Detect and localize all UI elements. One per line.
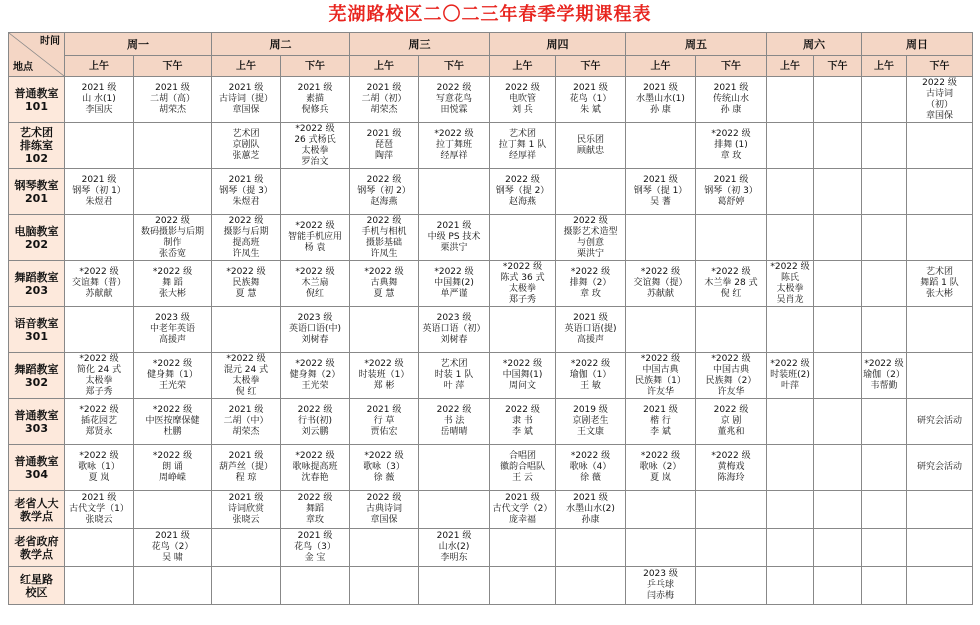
course-cell: 2021 级 二胡（中） 胡荣杰: [212, 399, 281, 445]
course-cell: *2022 级 瑜伽（2） 韦帮勤: [862, 353, 907, 399]
course-cell: 2021 级 传统山水 孙 康: [696, 77, 767, 123]
course-cell: [626, 529, 696, 567]
course-cell: [814, 399, 862, 445]
course-cell: [862, 77, 907, 123]
course-cell: *2022 级 交谊舞（提） 苏献献: [626, 261, 696, 307]
course-cell: *2022 级 古典舞 夏 慧: [350, 261, 419, 307]
course-cell: [419, 567, 490, 605]
course-cell: [767, 529, 814, 567]
course-cell: [862, 123, 907, 169]
course-cell: 2022 级 数码摄影与后期 制作 张岙宽: [134, 215, 212, 261]
location-cell: 舞蹈教室 302: [9, 353, 65, 399]
course-cell: [212, 307, 281, 353]
course-cell: [814, 491, 862, 529]
course-cell: [556, 529, 626, 567]
course-cell: 2022 级 写意花鸟 田悦霖: [419, 77, 490, 123]
course-cell: [350, 307, 419, 353]
course-cell: [65, 215, 134, 261]
course-cell: [767, 445, 814, 491]
course-cell: [626, 215, 696, 261]
course-cell: [419, 169, 490, 215]
course-cell: [281, 169, 350, 215]
page-title: 芜湖路校区二〇二三年春季学期课程表: [328, 4, 652, 25]
course-cell: [862, 445, 907, 491]
course-cell: [814, 169, 862, 215]
location-cell: 电脑教室 202: [9, 215, 65, 261]
course-cell: *2022 级 木兰扇 倪红: [281, 261, 350, 307]
course-cell: [767, 399, 814, 445]
course-cell: 2022 级 手机与相机 摄影基础 许凤生: [350, 215, 419, 261]
course-cell: 2022 级 摄影艺术造型 与创意 栗洪宁: [556, 215, 626, 261]
course-cell: [862, 399, 907, 445]
schedule-row: [9, 567, 973, 605]
schedule-row: [9, 215, 973, 261]
course-cell: 2022 级 舞蹈 章玫: [281, 491, 350, 529]
course-cell: 2022 级 隶 书 李 斌: [490, 399, 556, 445]
location-cell: 钢琴教室 201: [9, 169, 65, 215]
course-cell: 2023 级 乒乓球 闫赤梅: [626, 567, 696, 605]
course-cell: [862, 169, 907, 215]
course-cell: [814, 307, 862, 353]
course-cell: *2022 级 时装班（1） 郑 彬: [350, 353, 419, 399]
half-header: 上午: [212, 56, 281, 77]
location-cell: 普通教室 304: [9, 445, 65, 491]
half-header: 下午: [814, 56, 862, 77]
course-cell: [696, 567, 767, 605]
course-cell: [907, 529, 973, 567]
course-cell: 2021 级 水墨山水(2) 孙康: [556, 491, 626, 529]
course-cell: *2022 级 朗 诵 周峥嵘: [134, 445, 212, 491]
course-cell: 研究会活动: [907, 399, 973, 445]
corner-place-label: 地点: [13, 62, 33, 73]
day-header-row: [9, 33, 973, 56]
course-cell: 2021 级 山 水(1) 李国庆: [65, 77, 134, 123]
course-cell: [907, 307, 973, 353]
course-cell: [134, 567, 212, 605]
half-day-header-row: [9, 56, 973, 77]
half-header: 上午: [65, 56, 134, 77]
course-cell: 2021 级 钢琴（初 3） 葛舒婷: [696, 169, 767, 215]
schedule-table: [8, 32, 973, 605]
course-cell: [134, 123, 212, 169]
course-cell: [556, 567, 626, 605]
half-header: 下午: [556, 56, 626, 77]
course-cell: [814, 353, 862, 399]
course-cell: *2022 级 歌咏（3） 徐 薇: [350, 445, 419, 491]
course-cell: 2021 级 钢琴（初 1） 朱煜君: [65, 169, 134, 215]
course-cell: 2022 级 京 剧 董兆和: [696, 399, 767, 445]
half-header: 下午: [281, 56, 350, 77]
half-header: 上午: [626, 56, 696, 77]
location-cell: 语音教室 301: [9, 307, 65, 353]
course-cell: *2022 级 歌咏（1） 夏 岚: [65, 445, 134, 491]
course-cell: [490, 529, 556, 567]
course-cell: 2022 级 书 法 岳晴晴: [419, 399, 490, 445]
day-header: 周日: [862, 33, 973, 56]
course-cell: 艺术团 舞蹈 1 队 张大彬: [907, 261, 973, 307]
course-cell: [350, 529, 419, 567]
course-cell: *2022 级 黄梅戏 陈海玲: [696, 445, 767, 491]
course-cell: 2021 级 花鸟（1） 朱 斌: [556, 77, 626, 123]
course-cell: [626, 307, 696, 353]
course-cell: *2022 级 民族舞 夏 慧: [212, 261, 281, 307]
course-cell: [862, 307, 907, 353]
half-header: 下午: [696, 56, 767, 77]
course-cell: [814, 445, 862, 491]
course-cell: 2019 级 京剧老生 王文康: [556, 399, 626, 445]
course-cell: *2022 级 插花园艺 郑贤永: [65, 399, 134, 445]
course-cell: *2022 级 混元 24 式 太极拳 倪 红: [212, 353, 281, 399]
course-cell: [907, 353, 973, 399]
course-cell: [767, 491, 814, 529]
course-cell: 2021 级 楷 行 李 斌: [626, 399, 696, 445]
course-cell: [696, 307, 767, 353]
course-cell: 2021 级 钢琴（提 3） 朱煜君: [212, 169, 281, 215]
course-cell: 2021 级 诗词欣赏 张晓云: [212, 491, 281, 529]
course-cell: *2022 级 简化 24 式 太极拳 郑子秀: [65, 353, 134, 399]
course-cell: *2022 级 中国古典 民族舞（1） 许友华: [626, 353, 696, 399]
course-cell: *2022 级 中国舞(2) 单严谨: [419, 261, 490, 307]
schedule-row: [9, 529, 973, 567]
course-cell: [814, 567, 862, 605]
course-cell: 艺术团 京剧队 张蕙芝: [212, 123, 281, 169]
course-cell: *2022 级 中医按摩保健 杜鹏: [134, 399, 212, 445]
course-cell: *2022 级 歌咏（4） 徐 薇: [556, 445, 626, 491]
course-cell: [419, 445, 490, 491]
course-cell: *2022 级 歌咏（2） 夏 岚: [626, 445, 696, 491]
half-header: 上午: [767, 56, 814, 77]
course-cell: [767, 77, 814, 123]
location-cell: 红星路 校区: [9, 567, 65, 605]
course-cell: 2023 级 英语口语（初） 刘树春: [419, 307, 490, 353]
course-cell: 2021 级 琵琶 陶萍: [350, 123, 419, 169]
course-cell: [767, 307, 814, 353]
day-header: 周三: [350, 33, 490, 56]
course-cell: [350, 567, 419, 605]
course-cell: [907, 123, 973, 169]
course-cell: [626, 123, 696, 169]
location-cell: 普通教室 303: [9, 399, 65, 445]
course-cell: [626, 491, 696, 529]
course-cell: 2021 级 二胡（初） 胡荣杰: [350, 77, 419, 123]
course-cell: 合唱团 徽韵合唱队 王 云: [490, 445, 556, 491]
course-cell: 2023 级 中老年英语 高援声: [134, 307, 212, 353]
day-header: 周一: [65, 33, 212, 56]
day-header: 周四: [490, 33, 626, 56]
course-cell: [862, 215, 907, 261]
schedule-row: [9, 399, 973, 445]
half-header: 上午: [862, 56, 907, 77]
course-cell: *2022 级 陈式 36 式 太极拳 郑子秀: [490, 261, 556, 307]
course-cell: [814, 215, 862, 261]
course-cell: 2021 级 花鸟（3） 金 宝: [281, 529, 350, 567]
course-cell: *2022 级 交谊舞（普） 苏献献: [65, 261, 134, 307]
course-cell: 2021 级 素描 倪修兵: [281, 77, 350, 123]
course-cell: 艺术团 时装 1 队 叶 萍: [419, 353, 490, 399]
course-cell: *2022 级 健身舞（2） 王光荣: [281, 353, 350, 399]
course-cell: [419, 491, 490, 529]
half-header: 下午: [419, 56, 490, 77]
course-cell: 2021 级 水墨山水(1) 孙 康: [626, 77, 696, 123]
course-cell: 2022 级 古诗词 （初） 章国保: [907, 77, 973, 123]
course-cell: 2022 级 电吹管 刘 兵: [490, 77, 556, 123]
course-cell: [490, 215, 556, 261]
course-cell: [907, 491, 973, 529]
course-cell: 2023 级 英语口语(中) 刘树春: [281, 307, 350, 353]
course-cell: *2022 级 健身舞（1） 王光荣: [134, 353, 212, 399]
schedule-row: [9, 77, 973, 123]
course-cell: *2022 级 26 式杨氏 太极拳 罗治文: [281, 123, 350, 169]
course-cell: [907, 215, 973, 261]
day-header: 周二: [212, 33, 350, 56]
course-cell: *2022 级 拉丁舞班 经厚祥: [419, 123, 490, 169]
course-cell: [862, 567, 907, 605]
schedule-row: [9, 123, 973, 169]
course-cell: [862, 261, 907, 307]
course-cell: 2021 级 古代文学（2） 庞幸福: [490, 491, 556, 529]
half-header: 上午: [490, 56, 556, 77]
course-cell: 2021 级 二胡（高） 胡荣杰: [134, 77, 212, 123]
course-cell: *2022 级 歌咏提高班 沈春艳: [281, 445, 350, 491]
course-cell: [814, 529, 862, 567]
course-cell: *2022 级 中国舞(1) 周问文: [490, 353, 556, 399]
course-cell: [767, 215, 814, 261]
corner-header: [9, 33, 65, 77]
location-cell: 普通教室 101: [9, 77, 65, 123]
course-cell: *2022 级 瑜伽（1） 王 敏: [556, 353, 626, 399]
course-cell: 2021 级 英语口语(提) 高援声: [556, 307, 626, 353]
location-cell: 艺术团 排练室 102: [9, 123, 65, 169]
schedule-body: [9, 77, 973, 605]
course-cell: [696, 491, 767, 529]
course-cell: 2021 级 中级 PS 技术 栗洪宁: [419, 215, 490, 261]
course-cell: *2022 级 排舞 (1) 章 玫: [696, 123, 767, 169]
course-cell: [767, 169, 814, 215]
course-cell: 2021 级 行 草 贾佑宏: [350, 399, 419, 445]
course-cell: [65, 123, 134, 169]
course-cell: 研究会活动: [907, 445, 973, 491]
course-cell: [212, 529, 281, 567]
course-cell: 艺术团 拉丁舞 1 队 经厚祥: [490, 123, 556, 169]
location-cell: 老省政府 教学点: [9, 529, 65, 567]
schedule-row: [9, 445, 973, 491]
course-cell: *2022 级 排舞（2） 章 玫: [556, 261, 626, 307]
course-cell: 2022 级 行书(初) 刘云鹏: [281, 399, 350, 445]
schedule-row: [9, 307, 973, 353]
location-cell: 舞蹈教室 203: [9, 261, 65, 307]
course-cell: 2021 级 葫芦丝（提） 程 琼: [212, 445, 281, 491]
course-cell: 民乐团 顾献忠: [556, 123, 626, 169]
course-cell: [767, 567, 814, 605]
course-cell: *2022 级 舞 蹈 张大彬: [134, 261, 212, 307]
schedule-row: [9, 353, 973, 399]
course-cell: [65, 567, 134, 605]
course-cell: 2021 级 古诗词（提） 章国保: [212, 77, 281, 123]
course-cell: [490, 307, 556, 353]
course-cell: [65, 307, 134, 353]
corner-time-label: 时间: [40, 36, 60, 47]
course-cell: 2021 级 钢琴（提 1） 吴 蓍: [626, 169, 696, 215]
schedule-row: [9, 491, 973, 529]
course-cell: [134, 169, 212, 215]
course-cell: [281, 567, 350, 605]
course-cell: 2022 级 钢琴（提 2） 赵海燕: [490, 169, 556, 215]
course-cell: [696, 529, 767, 567]
course-cell: *2022 级 时装班(2) 叶萍: [767, 353, 814, 399]
course-cell: 2022 级 钢琴（初 2） 赵海燕: [350, 169, 419, 215]
course-cell: [490, 567, 556, 605]
course-cell: 2021 级 山水(2) 李明东: [419, 529, 490, 567]
course-cell: 2022 级 古典诗词 章国保: [350, 491, 419, 529]
course-cell: [862, 491, 907, 529]
course-cell: [862, 529, 907, 567]
course-cell: [814, 123, 862, 169]
schedule-row: [9, 261, 973, 307]
course-cell: [814, 261, 862, 307]
course-cell: [767, 123, 814, 169]
course-cell: [212, 567, 281, 605]
course-cell: [907, 169, 973, 215]
location-cell: 老省人大 教学点: [9, 491, 65, 529]
day-header: 周五: [626, 33, 767, 56]
course-cell: 2021 级 花鸟（2） 吴 啸: [134, 529, 212, 567]
course-cell: [134, 491, 212, 529]
schedule-row: [9, 169, 973, 215]
half-header: 下午: [134, 56, 212, 77]
course-cell: 2021 级 古代文学（1） 张晓云: [65, 491, 134, 529]
course-cell: *2022 级 中国古典 民族舞（2） 许友华: [696, 353, 767, 399]
course-cell: [65, 529, 134, 567]
day-header: 周六: [767, 33, 862, 56]
half-header: 上午: [350, 56, 419, 77]
course-cell: [556, 169, 626, 215]
course-cell: *2022 级 智能手机应用 杨 袁: [281, 215, 350, 261]
course-cell: [814, 77, 862, 123]
course-cell: 2022 级 摄影与后期 提高班 许凤生: [212, 215, 281, 261]
course-cell: [696, 215, 767, 261]
course-cell: *2022 级 木兰拳 28 式 倪 红: [696, 261, 767, 307]
course-cell: *2022 级 陈氏 太极拳 吴肖龙: [767, 261, 814, 307]
course-cell: [907, 567, 973, 605]
half-header: 下午: [907, 56, 973, 77]
